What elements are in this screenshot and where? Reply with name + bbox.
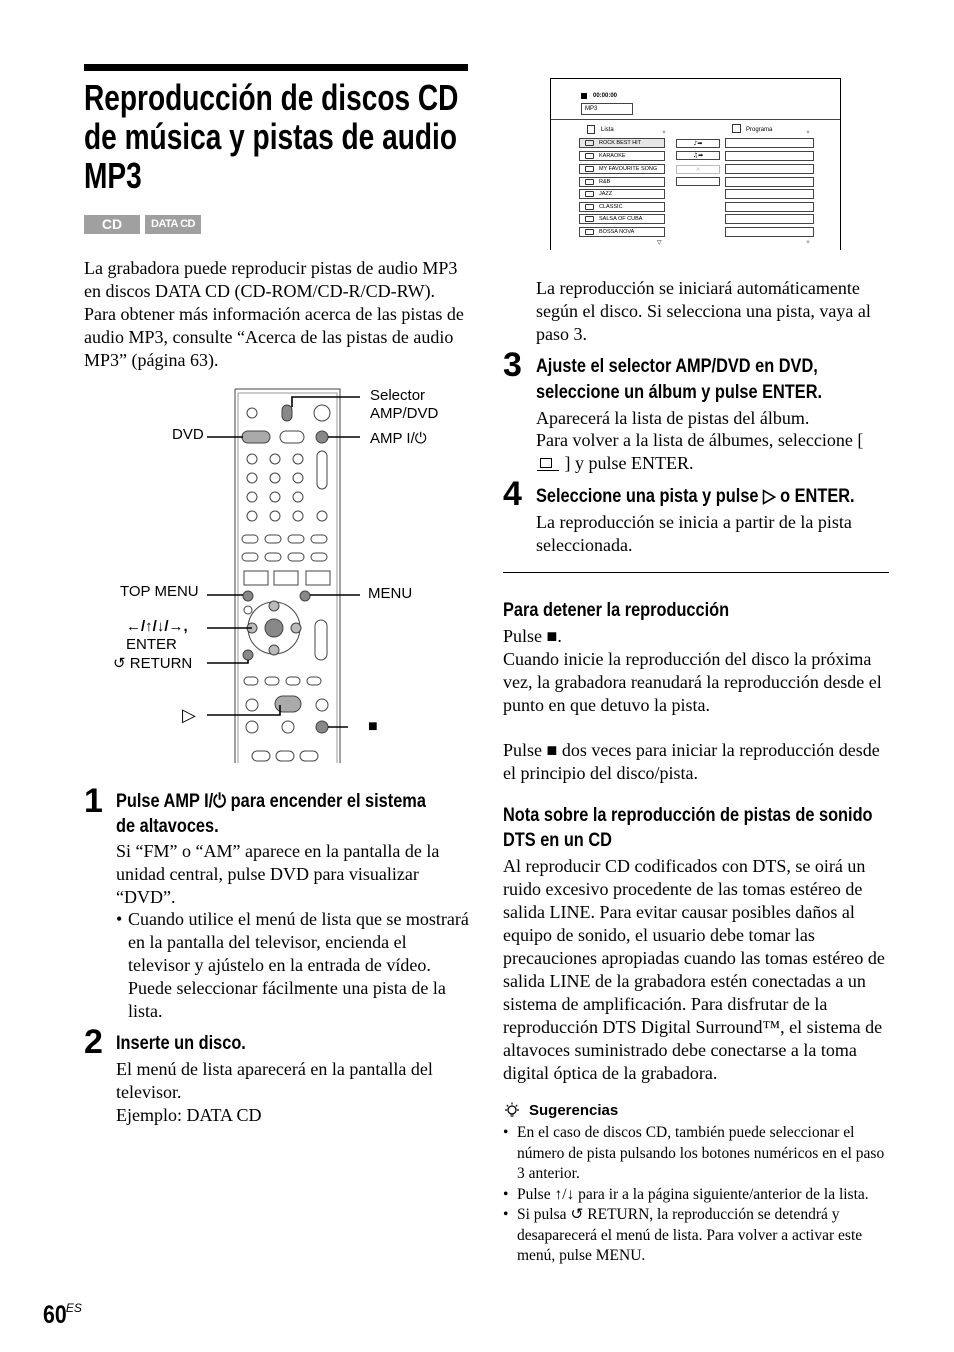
folder-icon [585, 204, 594, 210]
folder-icon [585, 216, 594, 222]
folder-name: KARAOKE [599, 153, 626, 159]
list-icon [587, 125, 595, 134]
step-1-heading-2: de altavoces. [116, 816, 219, 837]
screen-time: 00:00:00 [593, 93, 618, 99]
step-2-body-1: El menú de lista aparecerá en la pantalla del televisor. [116, 1059, 433, 1102]
stop-section-p1: Pulse ■. [503, 626, 562, 646]
bullet-dot: • [116, 909, 123, 929]
remote-label-selector: Selector [370, 387, 426, 404]
section-divider [503, 572, 889, 573]
step-1-body: Si “FM” o “AM” aparece en la pantalla de la unidad central, pulse DVD para visualizar “DVD”. [116, 841, 440, 907]
folder-item[interactable] [579, 164, 665, 174]
step-2-body-2: Ejemplo: DATA CD [116, 1105, 262, 1125]
folder-name: CLASSIC [599, 204, 623, 210]
add-track-button[interactable]: ♪➡ [676, 139, 720, 148]
tip-text: En el caso de discos CD, también puede seleccionar el número de pista pulsando los botones numéricos en el paso 3 anterior. [517, 1124, 885, 1182]
folder-icon [585, 166, 594, 172]
step-2-number: 2 [84, 1023, 103, 1061]
stop-section-p2: Cuando inicie la reproducción del disco la próxima vez, la grabadora reanudará la reproducción desde el punto en que detuvo la pista. [503, 649, 882, 715]
screen-program-label: Programa [746, 127, 773, 133]
stop-indicator-icon [581, 93, 587, 99]
tip-item: • En el caso de discos CD, también puede seleccionar el número de pista pulsando los botones numéricos en el paso 3 anterior. [503, 1124, 885, 1182]
step-4-number: 4 [503, 475, 522, 513]
folder-name: SALSA OF CUBA [599, 216, 643, 222]
tip-item: • Si pulsa ↺ RETURN, la reproducción se detendrá y desaparecerá el menú de lista. Para volver a activar este menú, pulse MENU. [503, 1206, 863, 1264]
folder-name: ROCK BEST HIT [599, 140, 642, 146]
step-1-heading-1: Pulse AMP I/⏻ para encender el sistema [116, 791, 426, 812]
program-slot[interactable] [725, 214, 814, 224]
remote-label-stop: ■ [368, 718, 378, 735]
clear-button[interactable] [676, 177, 720, 186]
folder-item[interactable] [579, 214, 665, 224]
program-slot[interactable] [725, 151, 814, 161]
intro-paragraph: La grabadora puede reproducir pistas de audio MP3 en discos DATA CD (CD-ROM/CD-R/CD-RW). Para obtener más información acerca de las pistas de audio MP3, consulte “Acerca de las pistas de audio MP3” (página 63). [84, 258, 464, 370]
folder-name: R&B [599, 179, 611, 185]
folder-item[interactable] [579, 177, 665, 187]
scroll-up-icon: ▲ [661, 129, 667, 135]
lightbulb-icon [503, 1102, 521, 1120]
tips-heading: Sugerencias [529, 1102, 619, 1119]
program-scroll-up-icon: ▲ [805, 129, 811, 135]
tip-item: • Pulse ↑/↓ para ir a la página siguiente/anterior de la lista. [503, 1185, 869, 1203]
dts-heading-2: DTS en un CD [503, 830, 612, 851]
folder-icon [585, 179, 594, 185]
remote-label-return: ↺ RETURN [113, 655, 193, 672]
folder-item[interactable] [579, 202, 665, 212]
page-title-line-2: de música y pistas de audio [84, 116, 457, 157]
tip-text: Si pulsa ↺ RETURN, la reproducción se detendrá y desaparecerá el menú de lista. Para volver a activar este menú, pulse MENU. [517, 1206, 863, 1264]
remote-label-enter: ENTER [126, 636, 177, 653]
program-slot[interactable] [725, 189, 814, 199]
folder-name: MY FAVOURITE SONG [599, 166, 658, 172]
list-menu-screen [550, 78, 841, 250]
remote-label-arrows: ←/↑/↓/→, [126, 618, 188, 635]
remove-track-button[interactable]: ⨯ [676, 165, 720, 174]
remote-label-menu: MENU [368, 585, 413, 602]
page-title-line-1: Reproducción de discos CD [84, 77, 459, 118]
remote-label-dvd: DVD [172, 426, 204, 443]
screen-list-label: Lista [601, 127, 614, 133]
step-3-body-2b: ] y pulse ENTER. [564, 453, 694, 473]
title-rule [84, 64, 468, 71]
folder-item[interactable] [579, 151, 665, 161]
folder-name: BOSSA NOVA [599, 229, 635, 235]
step-3-body-2-wrap [536, 429, 890, 475]
program-slot[interactable] [725, 138, 814, 148]
scroll-down-icon: ▽ [657, 240, 662, 246]
tips-block [503, 1100, 889, 1267]
step-2-heading: Inserte un disco. [116, 1033, 246, 1054]
folder-item[interactable] [579, 227, 665, 237]
program-scroll-down-icon: ▼ [805, 240, 811, 246]
step-3-number: 3 [503, 346, 522, 384]
program-check-icon [732, 124, 741, 133]
step-1-number: 1 [84, 782, 103, 820]
program-slot[interactable] [725, 227, 814, 237]
step-3-heading-2: seleccione un álbum y pulse ENTER. [536, 382, 823, 403]
screen-disc-type: MP3 [581, 103, 633, 115]
folder-icon [585, 153, 594, 159]
step-2-body-3: La reproducción se iniciará automáticamente según el disco. Si selecciona una pista, vaya al paso 3. [536, 278, 871, 344]
step-4-heading: Seleccione una pista y pulse ▷ o ENTER. [536, 486, 855, 507]
tip-text: Pulse ↑/↓ para ir a la página siguiente/anterior de la lista. [517, 1185, 869, 1203]
folder-icon [585, 140, 594, 146]
badge-data-cd: DATA CD [145, 215, 201, 234]
stop-section-p3: Pulse ■ dos veces para iniciar la reproducción desde el principio del disco/pista. [503, 740, 880, 783]
step-1-bullet [116, 908, 470, 1023]
remote-label-selector-2: AMP/DVD [370, 405, 439, 422]
program-slot[interactable] [725, 202, 814, 212]
step-3-body-2: Para volver a la lista de álbumes, seleccione [ [536, 430, 864, 450]
remote-label-top-menu: TOP MENU [120, 583, 199, 600]
stop-section-heading: Para detener la reproducción [503, 600, 730, 621]
folder-icon [585, 191, 594, 197]
folder-name: JAZZ [599, 191, 613, 197]
remote-label-play: ▷ [182, 705, 196, 725]
step-4-body: La reproducción se inicia a partir de la pista seleccionada. [536, 512, 852, 555]
remote-label-amp: AMP I/⏻ [370, 430, 427, 447]
page-number-suffix: ES [65, 1301, 82, 1315]
page-number-value: 60 [43, 1301, 67, 1329]
screen-divider [551, 119, 840, 120]
add-all-button[interactable]: ♫➡ [676, 151, 720, 160]
step-1-bullet-text: Cuando utilice el menú de lista que se mostrará en la pantalla del televisor, encienda el televisor y ajústelo en la entrada de vídeo. Puede seleccionar fácilmente una pista de la lista. [128, 909, 469, 1021]
program-slot[interactable] [725, 164, 814, 174]
folder-item[interactable] [579, 138, 665, 148]
step-3-body-1: Aparecerá la lista de pistas del álbum. [536, 408, 810, 428]
step-3-heading-1: Ajuste el selector AMP/DVD en DVD, [536, 356, 818, 377]
program-slot[interactable] [725, 177, 814, 187]
badge-cd: CD [84, 215, 140, 234]
page-number [43, 1300, 87, 1330]
dts-body: Al reproducir CD codificados con DTS, se oirá un ruido excesivo procedente de las tomas estéreo de salida LINE. Para evitar causar posibles daños al equipo de sonido, el usuario debe tomar las precauciones apropiadas cuando las tomas estéreo de salida LINE de la grabadora estén conectadas a un sistema de amplificación. Para disfrutar de la reproducción DTS Digital Surround™, el sistema de altavoces suministrado debe conectarse a la toma digital óptica de la grabadora. [503, 856, 885, 1083]
folder-item[interactable] [579, 189, 665, 199]
parent-folder-icon [537, 457, 559, 471]
dts-heading-1: Nota sobre la reproducción de pistas de sonido [503, 805, 873, 826]
page-title-line-3: MP3 [84, 155, 142, 196]
folder-icon [585, 229, 594, 235]
